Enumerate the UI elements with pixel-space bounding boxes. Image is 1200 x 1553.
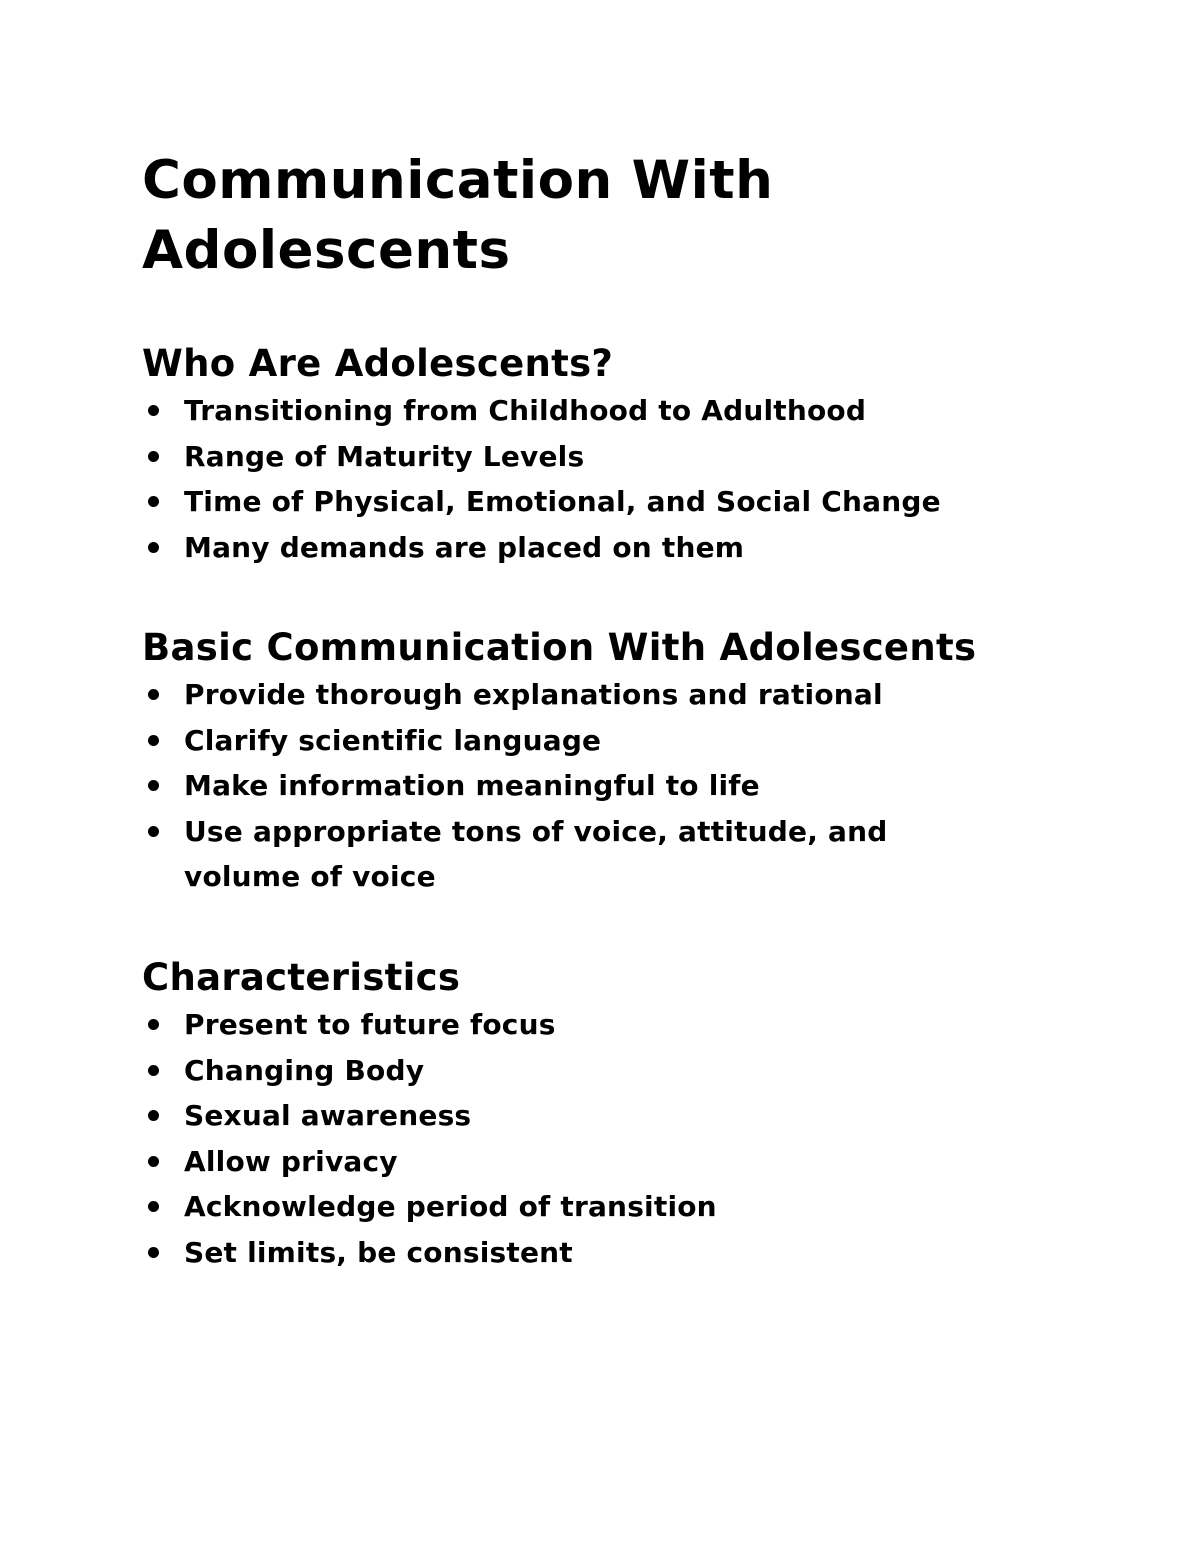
bullet-icon [148,451,159,462]
bullet-icon [148,689,159,700]
list-item-text: Sexual awareness [184,1099,472,1132]
list-item [142,479,1072,525]
bullet-list [142,1002,1072,1275]
list-item-text: Range of Maturity Levels [184,439,585,473]
list-item [142,1139,1072,1185]
list-item [142,525,1072,571]
bullet-icon [148,1110,159,1121]
list-item [142,718,1072,764]
list-item [142,1002,1072,1048]
list-item-text: Transitioning from Childhood to Adulthood [184,394,867,427]
bullet-icon [148,496,159,507]
list-item-text: Use appropriate tons of voice, attitude, and volume of voice [184,814,888,893]
section-heading: Characteristics [142,956,461,999]
bullet-icon [148,542,159,553]
list-item-text: Time of Physical, Emotional, and Social Change [184,485,941,518]
bullet-icon [148,826,159,837]
document-title: Communication With Adolescents [142,150,774,281]
list-item-text: Many demands are placed on them [184,530,745,564]
list-item-text: Changing Body [184,1053,425,1087]
list-item [142,763,1072,809]
bullet-icon [148,735,159,746]
bullet-icon [148,780,159,791]
list-item [142,1048,1072,1094]
list-item-text: Present to future focus [184,1008,556,1041]
list-item-text: Set limits, be consistent [184,1235,573,1269]
list-item [142,1230,1072,1276]
bullet-icon [148,405,159,416]
list-item-text: Provide thorough explanations and rational [184,678,883,711]
list-item-text: Allow privacy [184,1144,398,1178]
section-heading: Basic Communication With Adolescents [142,626,977,669]
bullet-icon [148,1247,159,1258]
section-who-are-adolescents [142,340,1072,570]
bullet-list [142,672,1072,900]
list-item [142,388,1072,434]
bullet-icon [148,1156,159,1167]
list-item [142,434,1072,480]
list-item [142,809,1072,900]
bullet-icon [148,1201,159,1212]
section-basic-communication [142,624,1072,900]
list-item-text: Make information meaningful to life [184,769,760,802]
list-item [142,1093,1072,1139]
bullet-icon [148,1065,159,1076]
list-item [142,1184,1072,1230]
section-characteristics [142,954,1072,1275]
bullet-list [142,388,1072,570]
list-item [142,672,1072,718]
list-item-text: Acknowledge period of transition [184,1190,717,1223]
list-item-text: Clarify scientific language [184,723,602,757]
bullet-icon [148,1019,159,1030]
document-page [142,146,1072,1269]
section-heading: Who Are Adolescents? [142,342,614,385]
